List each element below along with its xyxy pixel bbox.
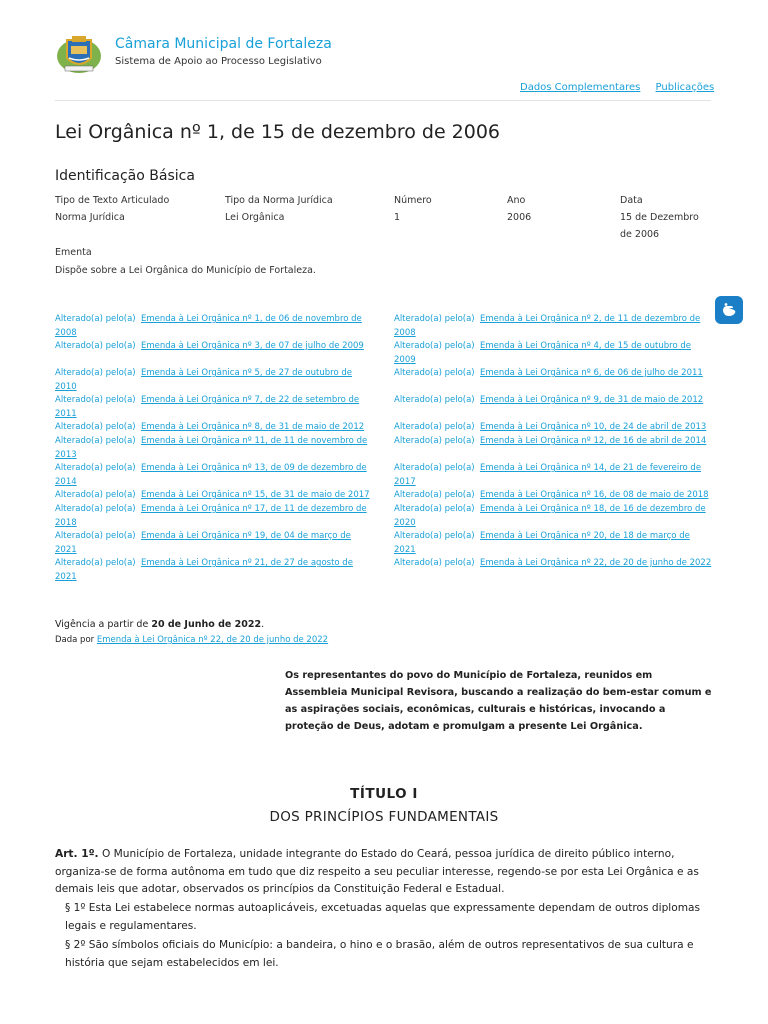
amendment-prefix: Alterado(a) pelo(a) bbox=[394, 314, 475, 324]
dada-prefix: Dada por bbox=[55, 635, 97, 645]
page-title: Lei Orgânica nº 1, de 15 de dezembro de 2006 bbox=[55, 121, 501, 143]
amendment-link[interactable]: Emenda à Lei Orgânica nº 5, de 27 de outubro de 2010 bbox=[55, 368, 352, 392]
amendment-item bbox=[55, 394, 375, 421]
paragraph-1-label: § 1º bbox=[65, 902, 86, 914]
amendment-item bbox=[394, 557, 714, 571]
amendment-item bbox=[394, 435, 714, 449]
sign-language-icon bbox=[720, 301, 738, 319]
amendment-item bbox=[394, 340, 714, 367]
amendment-prefix: Alterado(a) pelo(a) bbox=[394, 341, 475, 351]
amendment-item bbox=[394, 421, 714, 435]
amendment-prefix: Alterado(a) pelo(a) bbox=[394, 368, 475, 378]
site-title[interactable]: Câmara Municipal de Fortaleza bbox=[115, 36, 332, 52]
amendment-link[interactable]: Emenda à Lei Orgânica nº 17, de 11 de dezembro de 2018 bbox=[55, 504, 367, 528]
amendments-right-list bbox=[394, 313, 714, 593]
ementa-text: Dispõe sobre a Lei Orgânica do Município de Fortaleza. bbox=[55, 265, 316, 276]
amendment-item bbox=[55, 421, 375, 435]
vigencia-text bbox=[55, 619, 264, 630]
data-value-line1: 15 de Dezembro bbox=[620, 212, 699, 223]
amendment-item bbox=[394, 313, 714, 340]
amendment-link[interactable]: Emenda à Lei Orgânica nº 9, de 31 de maio de 2012 bbox=[480, 395, 704, 405]
amendment-link[interactable]: Emenda à Lei Orgânica nº 13, de 09 de dezembro de 2014 bbox=[55, 463, 367, 487]
amendment-prefix: Alterado(a) pelo(a) bbox=[394, 531, 475, 541]
vigencia-date: 20 de Junho de 2022 bbox=[151, 619, 262, 630]
paragraph-2-text: São símbolos oficiais do Município: a bandeira, o hino e o brasão, além de outros representativos de sua cultura e história que sejam estabelecidos em lei. bbox=[65, 939, 694, 969]
titulo-subheading: DOS PRINCÍPIOS FUNDAMENTAIS bbox=[269, 809, 499, 825]
amendment-item bbox=[394, 530, 714, 557]
titulo-heading: TÍTULO I bbox=[350, 786, 418, 802]
amendment-prefix: Alterado(a) pelo(a) bbox=[55, 314, 136, 324]
amendment-link[interactable]: Emenda à Lei Orgânica nº 20, de 18 de março de 2021 bbox=[394, 531, 690, 555]
nav-dados-complementares[interactable]: Dados Complementares bbox=[520, 82, 641, 93]
amendment-item bbox=[55, 367, 375, 394]
ano-value: 2006 bbox=[507, 212, 532, 223]
site-subtitle: Sistema de Apoio ao Processo Legislativo bbox=[115, 56, 322, 67]
amendment-item bbox=[55, 435, 375, 462]
amendment-prefix: Alterado(a) pelo(a) bbox=[394, 436, 475, 446]
vigencia-suffix: . bbox=[261, 619, 265, 630]
amendment-item bbox=[394, 367, 714, 381]
amendment-link[interactable]: Emenda à Lei Orgânica nº 8, de 31 de maio de 2012 bbox=[141, 422, 365, 432]
amendment-link[interactable]: Emenda à Lei Orgânica nº 1, de 06 de novembro de 2008 bbox=[55, 314, 362, 338]
numero-label: Número bbox=[394, 195, 432, 206]
amendment-link[interactable]: Emenda à Lei Orgânica nº 19, de 04 de março de 2021 bbox=[55, 531, 351, 555]
amendment-link[interactable]: Emenda à Lei Orgânica nº 12, de 16 de abril de 2014 bbox=[480, 436, 707, 446]
amendment-item bbox=[55, 503, 375, 530]
amendments-left-list bbox=[55, 313, 375, 593]
tipo-norma-label: Tipo da Norma Jurídica bbox=[225, 195, 333, 206]
amendment-item bbox=[394, 489, 714, 503]
tipo-norma-value: Lei Orgânica bbox=[225, 212, 285, 223]
top-nav bbox=[520, 82, 726, 93]
amendment-prefix: Alterado(a) pelo(a) bbox=[55, 490, 136, 500]
dada-por bbox=[55, 635, 328, 645]
amendment-item bbox=[394, 394, 714, 408]
amendment-link[interactable]: Emenda à Lei Orgânica nº 7, de 22 de setembro de 2011 bbox=[55, 395, 360, 419]
amendment-prefix: Alterado(a) pelo(a) bbox=[394, 558, 475, 568]
paragraph-1 bbox=[65, 900, 715, 935]
amendment-item bbox=[394, 503, 714, 530]
nav-publicacoes[interactable]: Publicações bbox=[655, 82, 715, 93]
amendment-link[interactable]: Emenda à Lei Orgânica nº 11, de 11 de novembro de 2013 bbox=[55, 436, 368, 460]
amendment-link[interactable]: Emenda à Lei Orgânica nº 16, de 08 de maio de 2018 bbox=[480, 490, 709, 500]
coat-of-arms-icon[interactable] bbox=[55, 32, 103, 76]
amendment-prefix: Alterado(a) pelo(a) bbox=[394, 463, 475, 473]
amendment-prefix: Alterado(a) pelo(a) bbox=[55, 341, 136, 351]
amendment-link[interactable]: Emenda à Lei Orgânica nº 2, de 11 de dezembro de 2008 bbox=[394, 314, 701, 338]
amendment-item bbox=[55, 313, 375, 340]
vigencia-prefix: Vigência a partir de bbox=[55, 619, 152, 630]
article-1-label: Art. 1º. bbox=[55, 848, 99, 860]
amendment-prefix: Alterado(a) pelo(a) bbox=[55, 504, 136, 514]
amendment-prefix: Alterado(a) pelo(a) bbox=[55, 422, 136, 432]
data-label: Data bbox=[620, 195, 643, 206]
amendment-prefix: Alterado(a) pelo(a) bbox=[394, 504, 475, 514]
tipo-texto-value: Norma Jurídica bbox=[55, 212, 125, 223]
amendment-prefix: Alterado(a) pelo(a) bbox=[394, 422, 475, 432]
header-divider bbox=[55, 100, 711, 101]
amendment-link[interactable]: Emenda à Lei Orgânica nº 22, de 20 de junho de 2022 bbox=[480, 558, 712, 568]
paragraph-2-label: § 2º bbox=[65, 939, 86, 951]
paragraph-2 bbox=[65, 937, 715, 972]
preamble-text: Os representantes do povo do Município de Fortaleza, reunidos em Assembleia Municipal Revisora, buscando a realização do bem-estar comum e as aspirações sociais, econômicas, culturais e históricas, invocando a proteção de Deus, adotam e promulgam a presente Lei Orgânica. bbox=[285, 670, 712, 732]
amendment-prefix: Alterado(a) pelo(a) bbox=[55, 558, 136, 568]
dada-link[interactable]: Emenda à Lei Orgânica nº 22, de 20 de junho de 2022 bbox=[96, 635, 329, 645]
amendment-prefix: Alterado(a) pelo(a) bbox=[55, 436, 136, 446]
amendment-item bbox=[394, 462, 714, 489]
tipo-texto-label: Tipo de Texto Articulado bbox=[55, 195, 170, 206]
amendment-item bbox=[55, 340, 375, 354]
article-1 bbox=[55, 846, 715, 899]
amendment-prefix: Alterado(a) pelo(a) bbox=[55, 531, 136, 541]
amendment-link[interactable]: Emenda à Lei Orgânica nº 4, de 15 de outubro de 2009 bbox=[394, 341, 691, 365]
amendment-link[interactable]: Emenda à Lei Orgânica nº 14, de 21 de fevereiro de 2017 bbox=[394, 463, 702, 487]
amendment-link[interactable]: Emenda à Lei Orgânica nº 18, de 16 de dezembro de 2020 bbox=[394, 504, 706, 528]
paragraph-1-text: Esta Lei estabelece normas autoaplicáveis, excetuadas aquelas que expressamente dependam de outros diplomas legais e regulamentares. bbox=[65, 902, 701, 932]
amendment-link[interactable]: Emenda à Lei Orgânica nº 15, de 31 de maio de 2017 bbox=[141, 490, 370, 500]
amendment-link[interactable]: Emenda à Lei Orgânica nº 10, de 24 de abril de 2013 bbox=[480, 422, 707, 432]
amendment-item bbox=[55, 530, 375, 557]
section-title: Identificação Básica bbox=[55, 168, 195, 184]
ano-label: Ano bbox=[507, 195, 526, 206]
numero-value: 1 bbox=[394, 212, 401, 223]
amendment-prefix: Alterado(a) pelo(a) bbox=[55, 368, 136, 378]
amendment-item bbox=[55, 557, 375, 584]
amendment-prefix: Alterado(a) pelo(a) bbox=[394, 395, 475, 405]
amendment-item bbox=[55, 489, 375, 503]
accessibility-button[interactable] bbox=[715, 296, 743, 324]
amendment-link[interactable]: Emenda à Lei Orgânica nº 21, de 27 de agosto de 2021 bbox=[55, 558, 353, 582]
amendment-link[interactable]: Emenda à Lei Orgânica nº 3, de 07 de julho de 2009 bbox=[141, 341, 364, 351]
amendment-prefix: Alterado(a) pelo(a) bbox=[394, 490, 475, 500]
amendment-item bbox=[55, 462, 375, 489]
amendment-prefix: Alterado(a) pelo(a) bbox=[55, 395, 136, 405]
ementa-label: Ementa bbox=[55, 247, 92, 258]
amendment-prefix: Alterado(a) pelo(a) bbox=[55, 463, 136, 473]
data-value-line2: de 2006 bbox=[620, 229, 660, 240]
article-1-text: O Município de Fortaleza, unidade integrante do Estado do Ceará, pessoa jurídica de direito público interno, organiza-se de forma autônoma em tudo que diz respeito a seu peculiar interesse, regendo-se por esta Lei Orgânica e as demais leis que adotar, observados os princípios da Constituição Federal e Estadual. bbox=[55, 848, 699, 895]
amendment-link[interactable]: Emenda à Lei Orgânica nº 6, de 06 de julho de 2011 bbox=[480, 368, 703, 378]
